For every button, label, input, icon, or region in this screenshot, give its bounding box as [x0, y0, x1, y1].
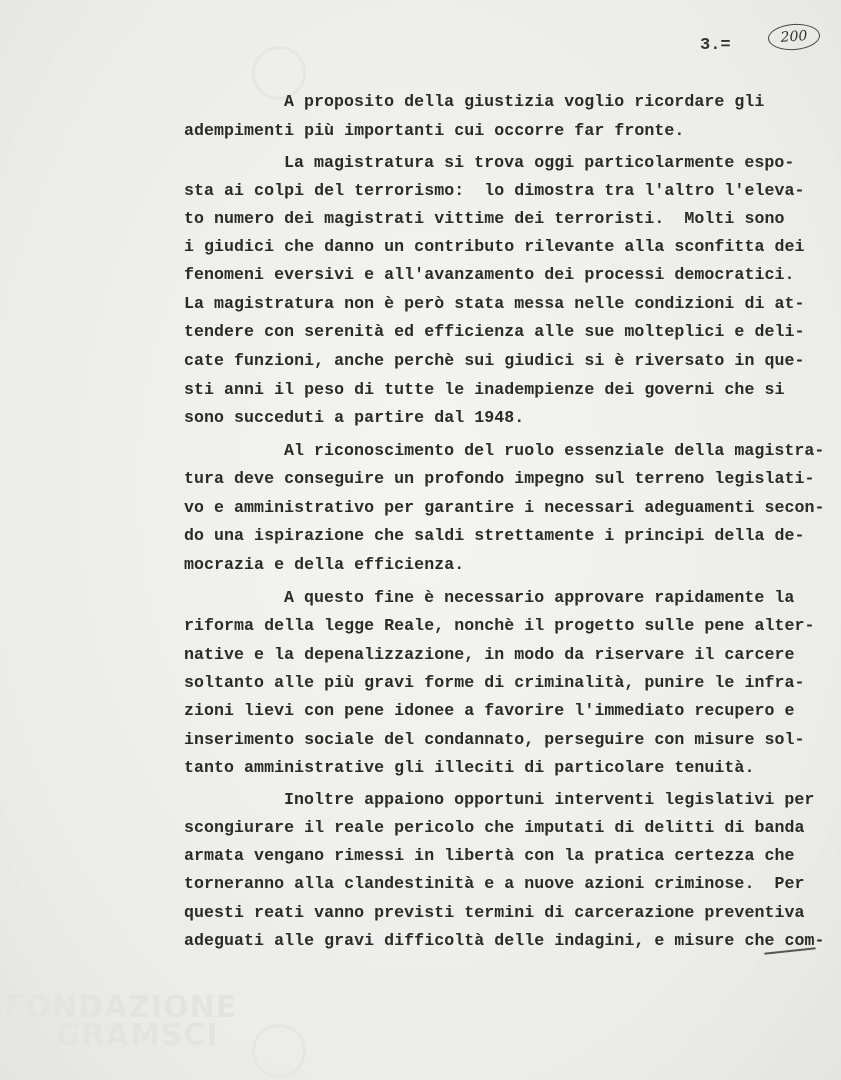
text-line: sta ai colpi del terrorismo: lo dimostra tra l'altro l'eleva-: [184, 181, 805, 200]
text-line: soltanto alle più gravi forme di criminalità, punire le infra-: [184, 673, 805, 692]
text-line: tendere con serenità ed efficienza alle sue molteplici e deli-: [184, 322, 805, 341]
watermark-logo-icon: [252, 1024, 306, 1078]
page-number: 3.=: [700, 36, 731, 55]
text-line: tura deve conseguire un profondo impegno sul terreno legislati-: [184, 469, 815, 488]
archive-number-stamp: 200: [767, 22, 821, 52]
text-line: Inoltre appaiono opportuni interventi legislativi per: [284, 790, 815, 809]
text-line: torneranno alla clandestinità e a nuove azioni criminose. Per: [184, 874, 805, 893]
text-line: armata vengano rimessi in libertà con la pratica certezza che: [184, 846, 795, 865]
text-line: adeguati alle gravi difficoltà delle indagini, e misure che com-: [184, 931, 825, 950]
text-line: inserimento sociale del condannato, perseguire con misure sol-: [184, 730, 805, 749]
text-line: La magistratura si trova oggi particolarmente espo-: [284, 153, 795, 172]
text-line: sti anni il peso di tutte le inadempienze dei governi che si: [184, 380, 785, 399]
text-line: A proposito della giustizia voglio ricordare gli: [284, 92, 765, 111]
text-line: zioni lievi con pene idonee a favorire l'immediato recupero e: [184, 701, 795, 720]
text-line: A questo fine è necessario approvare rapidamente la: [284, 588, 795, 607]
text-line: adempimenti più importanti cui occorre far fronte.: [184, 121, 685, 140]
text-line: native e la depenalizzazione, in modo da riservare il carcere: [184, 645, 795, 664]
watermark-line-2: GRAMSCI: [56, 1018, 219, 1053]
text-line: to numero dei magistrati vittime dei terroristi. Molti sono: [184, 209, 785, 228]
text-line: tanto amministrative gli illeciti di particolare tenuità.: [184, 758, 755, 777]
text-line: do una ispirazione che saldi strettamente i principi della de-: [184, 526, 805, 545]
watermark-line-1: FONDAZIONE: [4, 990, 238, 1025]
text-line: fenomeni eversivi e all'avanzamento dei processi democratici.: [184, 265, 795, 284]
text-line: Al riconoscimento del ruolo essenziale della magistra-: [284, 441, 825, 460]
text-line: scongiurare il reale pericolo che imputati di delitti di banda: [184, 818, 805, 837]
text-line: mocrazia e della efficienza.: [184, 555, 465, 574]
text-line: vo e amministrativo per garantire i necessari adeguamenti secon-: [184, 498, 825, 517]
text-line: i giudici che danno un contributo rilevante alla sconfitta dei: [184, 237, 805, 256]
text-line: riforma della legge Reale, nonchè il progetto sulle pene alter-: [184, 616, 815, 635]
text-line: questi reati vanno previsti termini di carcerazione preventiva: [184, 903, 805, 922]
text-line: sono succeduti a partire dal 1948.: [184, 408, 525, 427]
text-line: cate funzioni, anche perchè sui giudici si è riversato in que-: [184, 351, 805, 370]
text-line: La magistratura non è però stata messa nelle condizioni di at-: [184, 294, 805, 313]
